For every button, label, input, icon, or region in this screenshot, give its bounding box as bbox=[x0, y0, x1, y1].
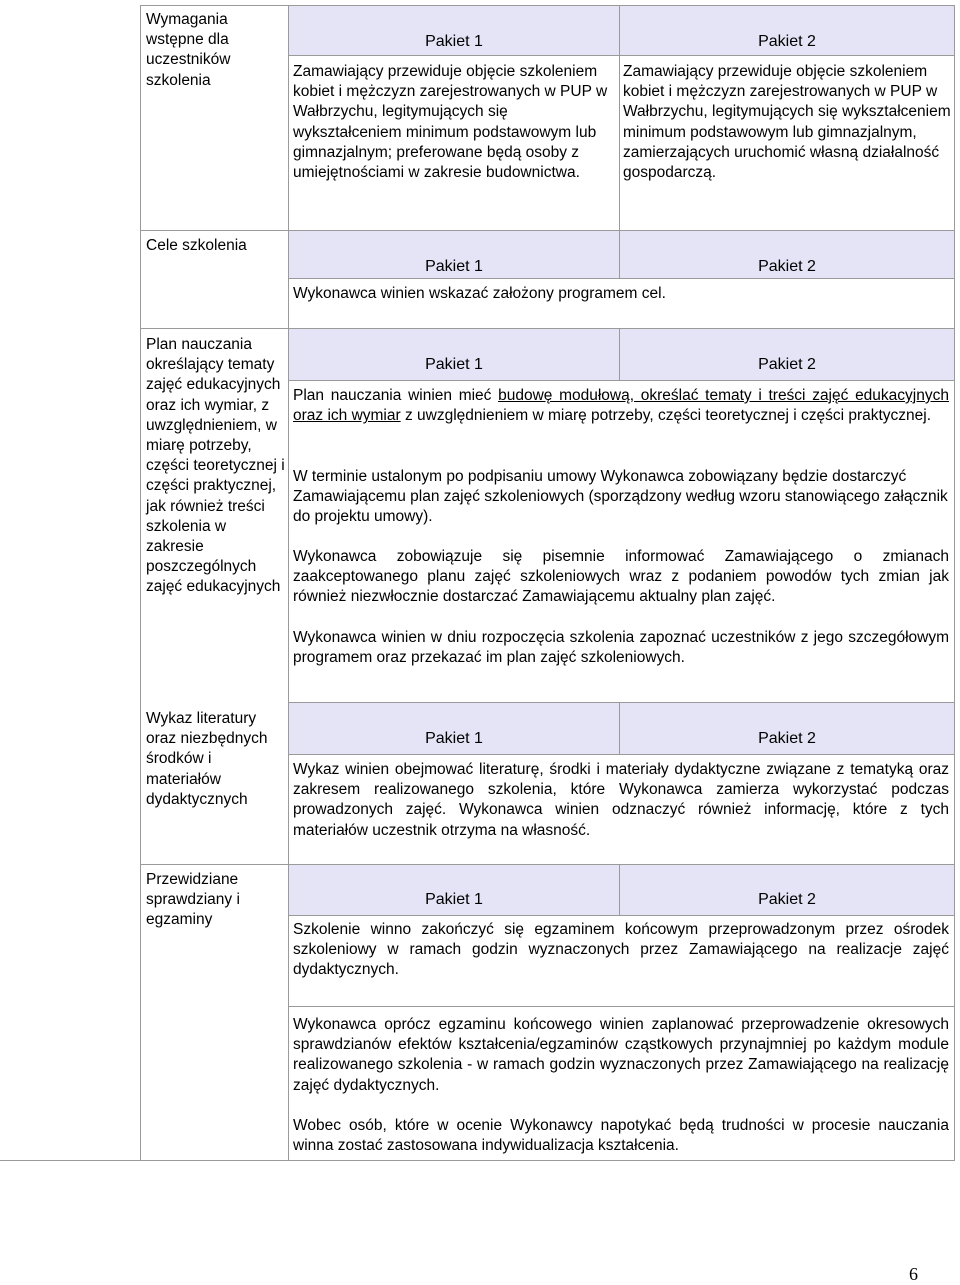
literature-text: Wykaz winien obejmować literaturę, środki i materiały dydaktyczne związane z tematyką oraz zakresem realizowanego szkolenia, które Wykonawca zamierza wykorzystać podczas prowadzonych zajęć. Wykonawca winien odznaczyć również informację, które z tych materiałów uczestnik otrzyma na własność. bbox=[293, 761, 949, 839]
goals-pakiet1-heading: Pakiet 1 bbox=[425, 258, 483, 275]
plan-paragraph-1-end: z uwzględnieniem w miarę potrzeby, części teoretycznej i części praktycznej. bbox=[400, 407, 932, 425]
plan-paragraph-1-start: Plan nauczania winien mieć bbox=[293, 387, 499, 404]
plan-label: Plan nauczania określający tematy zajęć edukacyjnych oraz ich wymiar, z uwzględnieniem, w miarę potrzeby, części teoretycznej i części praktycznej, jak również treści szkolenia w zakresie poszczególnych zajęć edukacyjnych bbox=[146, 336, 285, 596]
exams-label: Przewidziane sprawdziany i egzaminy bbox=[146, 871, 240, 929]
exams-paragraph-1: Szkolenie winno zakończyć się egzaminem końcowym przeprowadzonym przez ośrodek szkoleniowy w ramach godzin wyznaczonych przez Zamawiającego na realizacje zajęć dydaktycznych. bbox=[293, 921, 949, 979]
requirements-label: Wymagania wstępne dla uczestników szkolenia bbox=[146, 11, 231, 89]
plan-pakiet2-heading: Pakiet 2 bbox=[758, 356, 816, 373]
plan-paragraph-1-underlined: budowę modułową, określać tematy i treści zajęć edukacyjnych oraz ich wymiar bbox=[293, 387, 949, 425]
page-number: 6 bbox=[909, 1264, 918, 1284]
goals-label: Cele szkolenia bbox=[146, 237, 247, 254]
literature-label: Wykaz literatury oraz niezbędnych środków i materiałów dydaktycznych bbox=[146, 710, 268, 808]
plan-pakiet1-heading: Pakiet 1 bbox=[425, 356, 483, 373]
exams-paragraph-3: Wobec osób, które w ocenie Wykonawcy napotykać będą trudności w procesie nauczania winna zostać zastosowana indywidualizacja kształcenia. bbox=[293, 1117, 949, 1155]
literature-pakiet2-heading: Pakiet 2 bbox=[758, 730, 816, 747]
requirements-pakiet2-heading: Pakiet 2 bbox=[758, 33, 816, 50]
plan-paragraph-2: W terminie ustalonym po podpisaniu umowy Wykonawca zobowiązany będzie dostarczyć Zamawiającemu plan zajęć szkoleniowych (sporządzony według wzoru stanowiącego załącznik do projektu umowy). bbox=[293, 468, 948, 526]
goals-pakiet2-heading: Pakiet 2 bbox=[758, 258, 816, 275]
exams-pakiet2-heading: Pakiet 2 bbox=[758, 891, 816, 908]
exams-paragraph-2: Wykonawca oprócz egzaminu końcowego winien zaplanować przeprowadzenie okresowych sprawdzianów efektów kształcenia/egzaminów cząstkowych przynajmniej po każdym module realizowanego szkolenia - w ramach godzin wyznaczonych przez Zamawiającego na realizację zajęć dydaktycznych. bbox=[293, 1016, 949, 1094]
requirements-pakiet2-text: Zamawiający przewiduje objęcie szkoleniem kobiet i mężczyzn zarejestrowanych w PUP w Wałbrzychu, legitymujących się wykształceniem minimum podstawowym lub gimnazjalnym, zamierzających uruchomić własną działalność gospodarczą. bbox=[623, 63, 951, 182]
exams-pakiet1-heading: Pakiet 1 bbox=[425, 891, 483, 908]
plan-paragraph-1 bbox=[293, 386, 949, 426]
plan-paragraph-4: Wykonawca winien w dniu rozpoczęcia szkolenia zapoznać uczestników z jego szczegółowym programem oraz przekazać im plan zajęć szkoleniowych. bbox=[293, 629, 949, 667]
requirements-pakiet1-heading: Pakiet 1 bbox=[425, 33, 483, 50]
plan-paragraph-3: Wykonawca zobowiązuje się pisemnie informować Zamawiającego o zmianach zaakceptowanego planu zajęć szkoleniowych wraz z podaniem powodów tych zmian jak również niezwłocznie dostarczać Zamawiającemu aktualny plan zajęć. bbox=[293, 548, 949, 606]
requirements-pakiet1-text: Zamawiający przewiduje objęcie szkoleniem kobiet i mężczyzn zarejestrowanych w PUP w Wałbrzychu, legitymujących się wykształceniem minimum podstawowym lub gimnazjalnym; preferowane będą osoby z umiejętnościami w zakresie budownictwa. bbox=[293, 63, 608, 182]
literature-pakiet1-heading: Pakiet 1 bbox=[425, 730, 483, 747]
goals-text: Wykonawca winien wskazać założony programem cel. bbox=[293, 285, 666, 302]
